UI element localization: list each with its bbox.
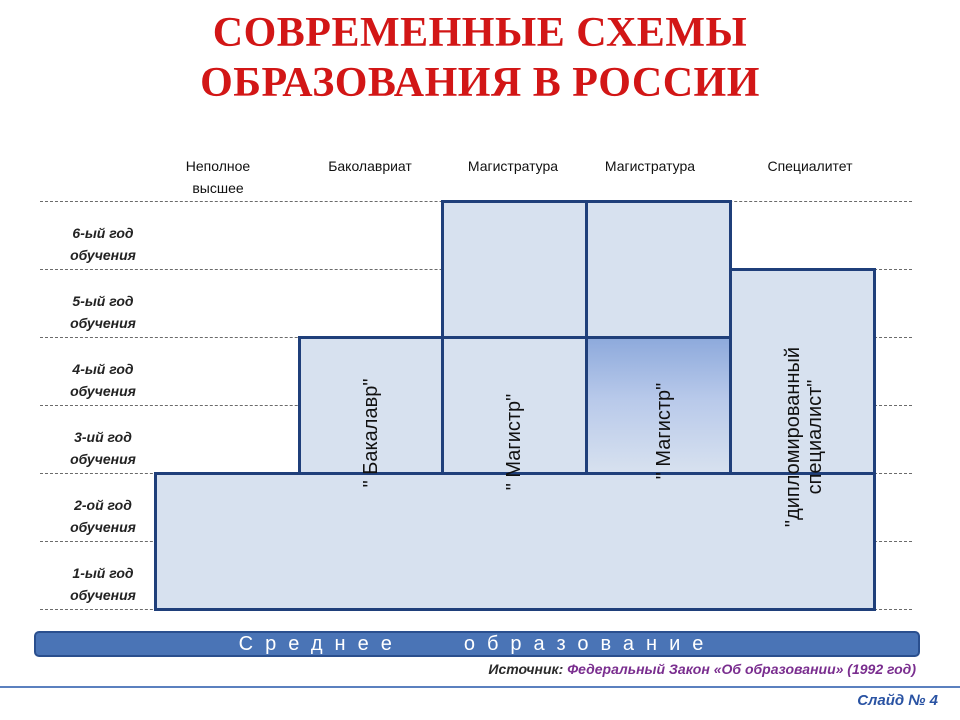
column-header-master-1 (443, 155, 583, 177)
row-label-line: обучения (70, 519, 136, 535)
specialist-label-line: специалист" (804, 379, 826, 495)
row-label-year-2 (40, 494, 166, 538)
source-separator: : (558, 661, 568, 677)
row-label-year-6 (40, 222, 166, 266)
master-label-2: " Магистр" (653, 382, 675, 480)
row-label-year-3 (40, 426, 166, 470)
column-header-line: Неполное (185, 158, 251, 174)
row-label-line: обучения (70, 247, 136, 263)
column-header-bachelor (300, 155, 440, 177)
secondary-education-bar (34, 631, 920, 657)
column-header-line: Магистратура (467, 158, 559, 174)
secondary-education-word-2: образование (463, 633, 716, 655)
column-header-master-2 (580, 155, 720, 177)
column-header-line: Специалитет (767, 158, 853, 174)
column-header-specialist (740, 155, 880, 177)
source-label: Источник (488, 661, 559, 677)
master-1-top-block (441, 200, 588, 339)
column-header-line: Магистратура (604, 158, 696, 174)
row-label-line: 1-ый год (72, 565, 134, 581)
specialist-label-line: "дипломированный (782, 346, 804, 528)
column-header-line: Баколавриат (328, 158, 412, 174)
row-label-line: 3-ий год (74, 429, 132, 445)
source-note (488, 661, 916, 677)
slide-title-line-2: ОБРАЗОВАНИЯ В РОССИИ (200, 60, 760, 106)
row-label-year-4 (40, 358, 166, 402)
row-label-line: 4-ый год (72, 361, 134, 377)
row-label-year-1 (40, 562, 166, 606)
specialist-label (782, 347, 826, 527)
row-label-line: 5-ый год (72, 293, 134, 309)
bachelor-label: " Бакалавр" (360, 378, 382, 488)
slide-number: Слайд № 4 (857, 692, 938, 709)
footer-divider (0, 686, 960, 688)
row-label-line: обучения (70, 451, 136, 467)
column-header-incomplete-higher (148, 155, 288, 199)
column-header-line: высшее (192, 180, 244, 196)
row-label-line: обучения (70, 383, 136, 399)
secondary-education-word-1: Среднее (238, 633, 404, 655)
row-label-line: обучения (70, 315, 136, 331)
row-label-line: 2-ой год (74, 497, 132, 513)
base-years-1-2-block (154, 472, 876, 611)
row-label-line: обучения (70, 587, 136, 603)
source-law: Федеральный Закон «Об образовании» (1992 год) (567, 661, 916, 677)
master-label-1: " Магистр" (503, 393, 525, 491)
row-label-year-5 (40, 290, 166, 334)
master-2-top-block (585, 200, 732, 339)
row-label-line: 6-ый год (72, 225, 134, 241)
slide-title-line-1: СОВРЕМЕННЫЕ СХЕМЫ (212, 10, 748, 56)
